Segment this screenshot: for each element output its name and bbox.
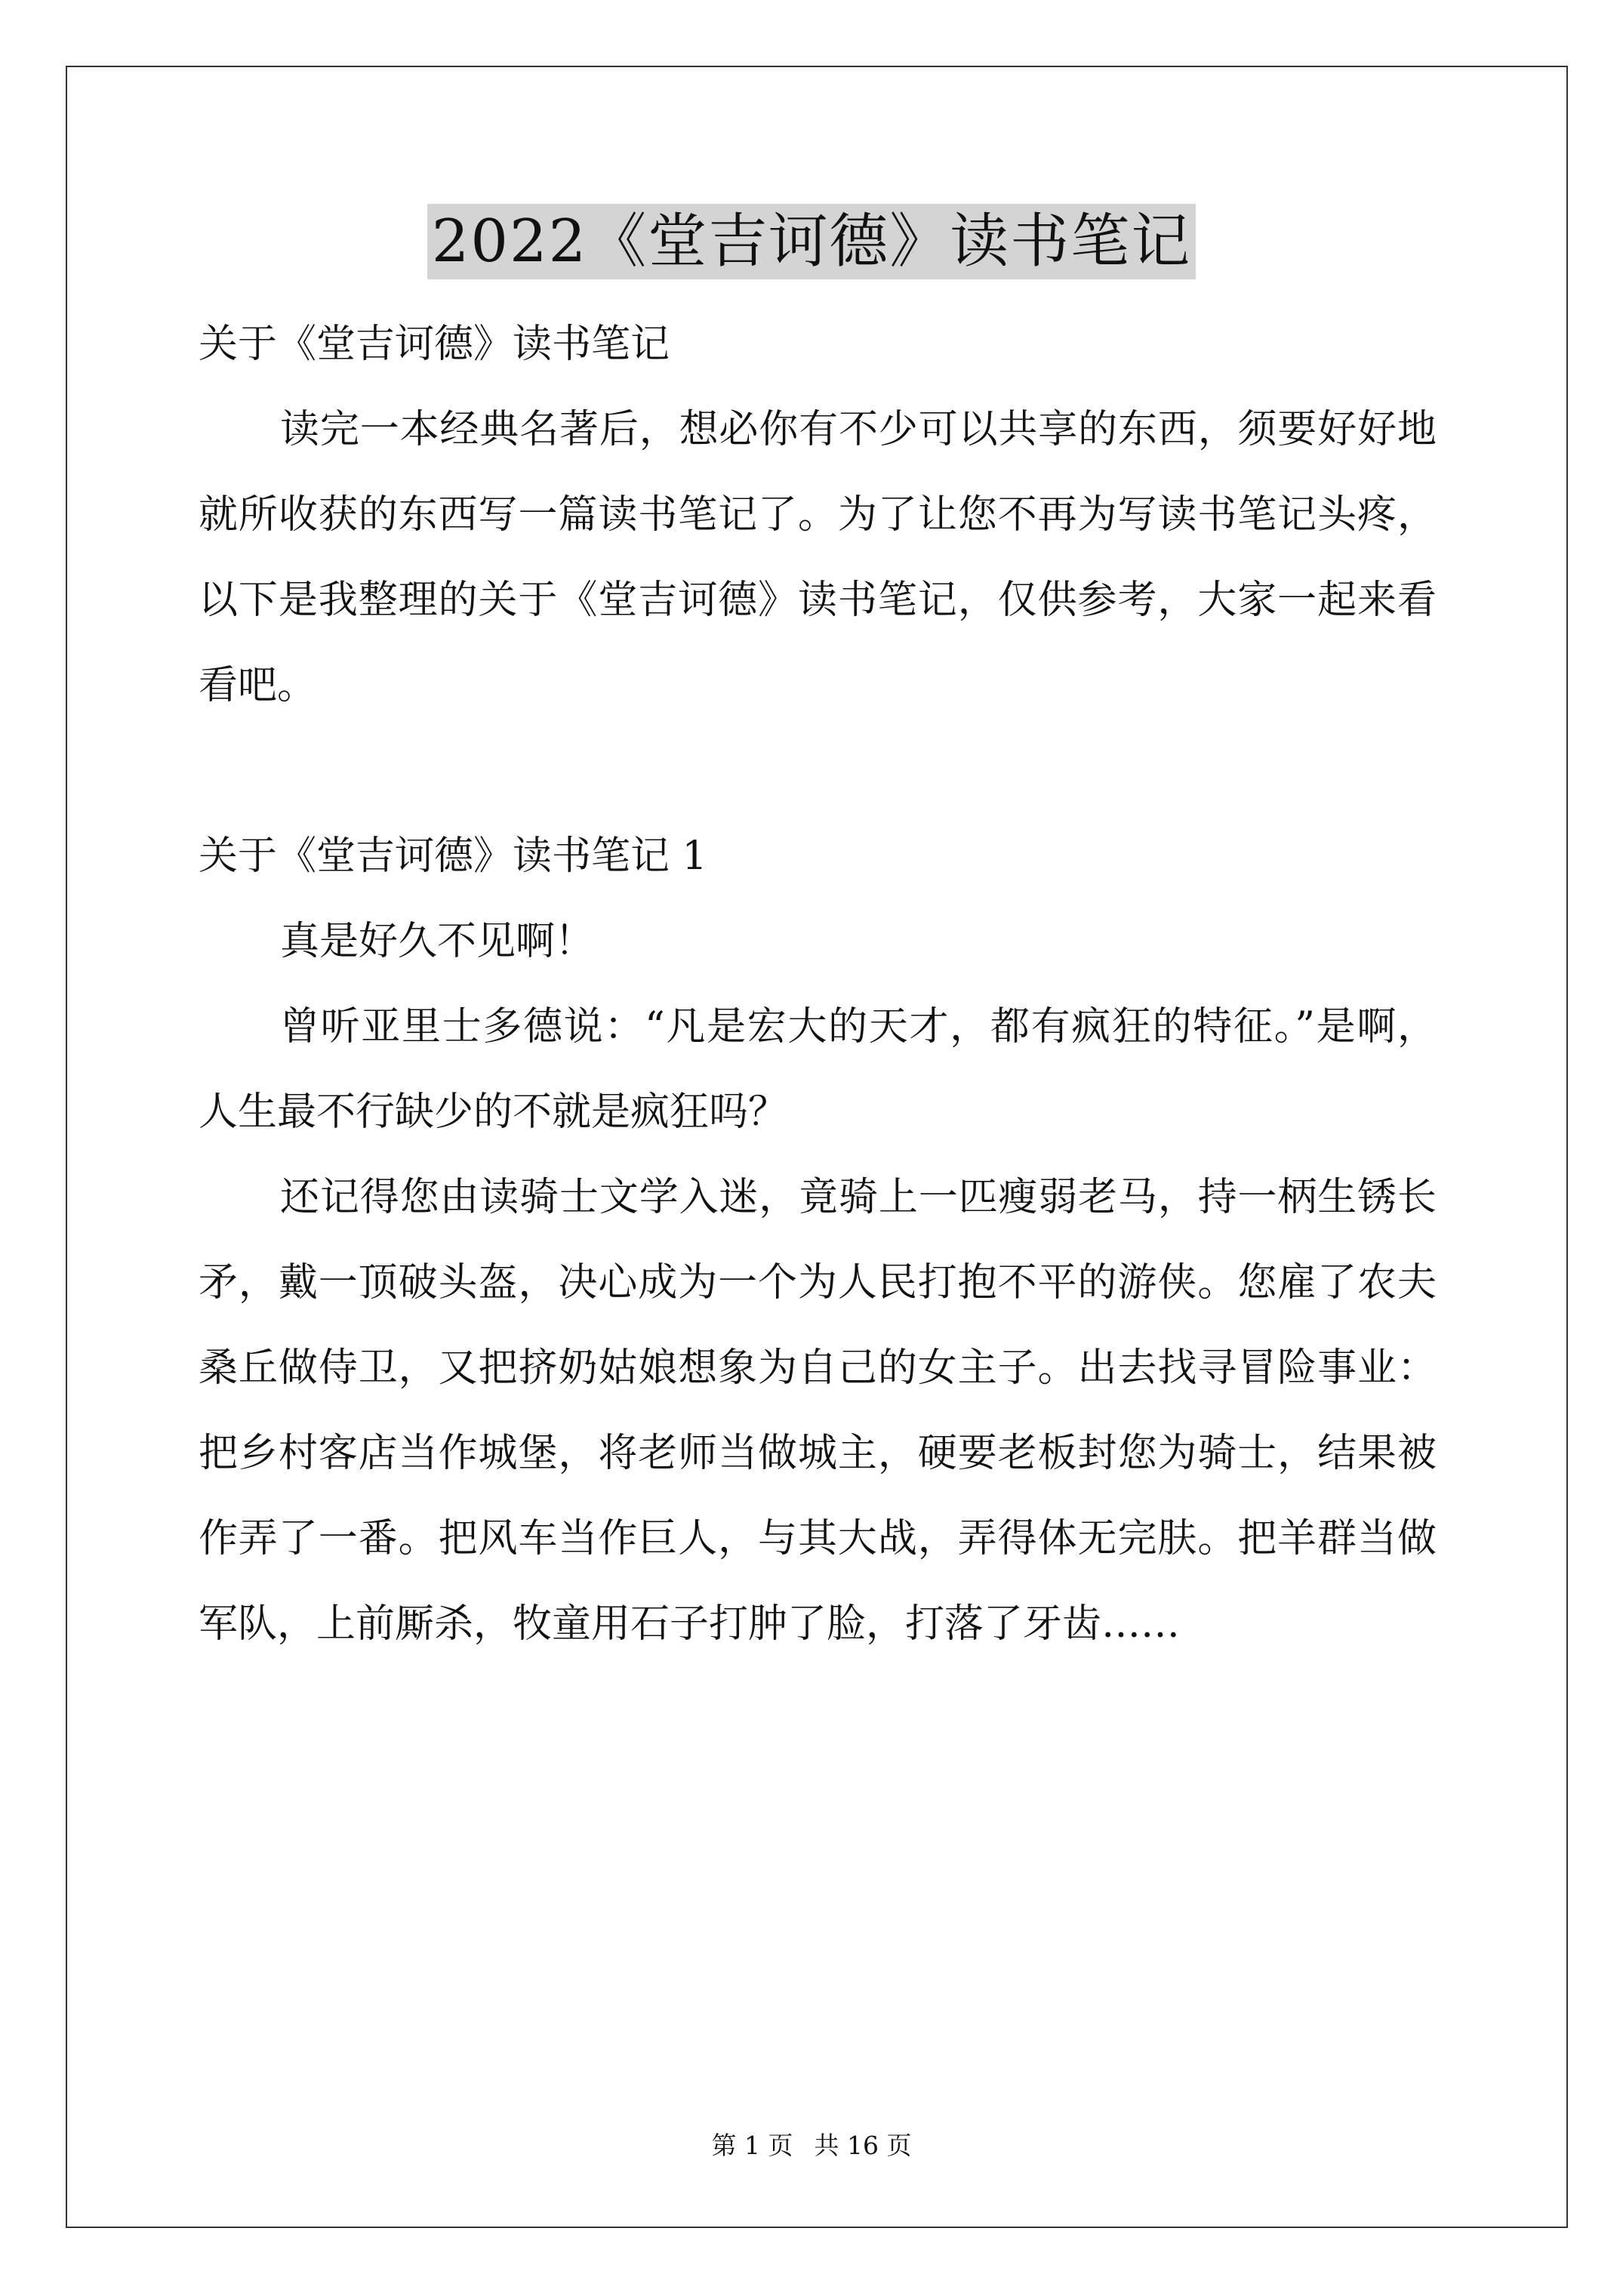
section1-paragraph-3: 还记得您由读骑士文学入迷，竟骑上一匹瘦弱老马，持一柄生锈长矛，戴一顶破头盔，决心成为一个为人民打抱不平的游侠。您雇了农夫桑丘做侍卫，又把挤奶姑娘想象为自己的女主子。出去找寻冒险事业：把乡村客店当作城堡，将老师当做城主，硬要老板封您为骑士，结果被作弄了一番。把风车当作巨人，与其大战，弄得体无完肤。把羊群当做军队，上前厮杀，牧童用石子打肿了脸，打落了牙齿…… bbox=[199, 1175, 1437, 1647]
document-title: 2022《堂吉诃德》读书笔记 bbox=[427, 204, 1196, 279]
page-number-total: 共 16 页 bbox=[814, 2131, 912, 2160]
section1-heading: 关于《堂吉诃德》读书笔记 1 bbox=[199, 834, 707, 879]
intro-paragraph: 读完一本经典名著后，想必你有不少可以共享的东西，须要好好地就所收获的东西写一篇读书笔记了。为了让您不再为写读书笔记头疼，以下是我整理的关于《堂吉诃德》读书笔记，仅供参考，大家一起来看看吧。 bbox=[199, 407, 1437, 708]
document-title-block bbox=[0, 204, 1623, 279]
section-spacer bbox=[199, 729, 1437, 814]
intro-heading: 关于《堂吉诃德》读书笔记 bbox=[199, 322, 670, 367]
document-body bbox=[199, 302, 1437, 1667]
section1-paragraph-2: 曾听亚里士多德说：“凡是宏大的天才，都有疯狂的特征。”是啊，人生最不行缺少的不就是疯狂吗？ bbox=[199, 1004, 1437, 1135]
page-number-current: 第 1 页 bbox=[711, 2131, 793, 2160]
page-footer bbox=[0, 2129, 1623, 2162]
section1-paragraph-1: 真是好久不见啊！ bbox=[280, 919, 595, 964]
